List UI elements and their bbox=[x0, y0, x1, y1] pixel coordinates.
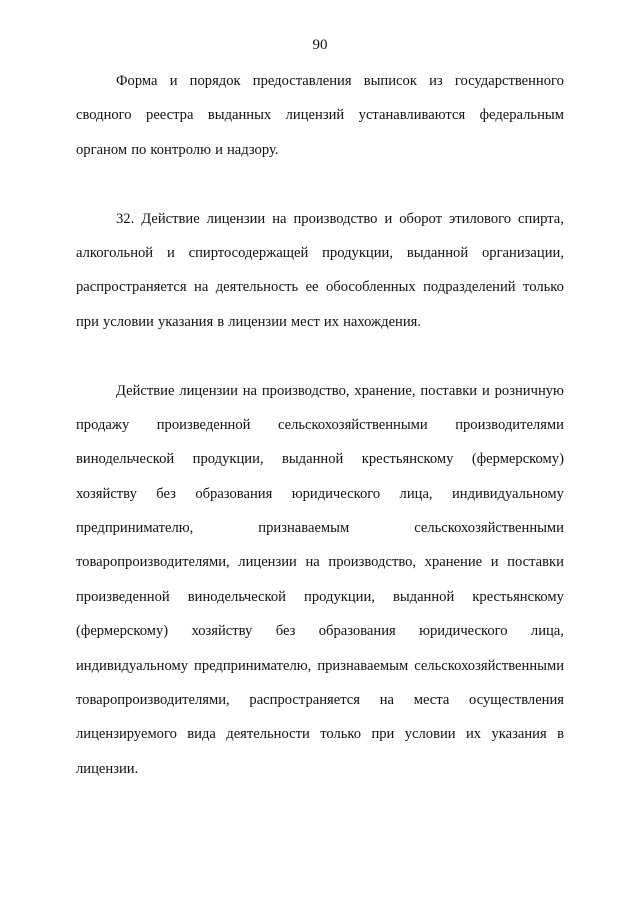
word: и bbox=[490, 554, 499, 571]
word: указания bbox=[157, 313, 214, 330]
word: лицензии bbox=[179, 382, 238, 399]
word: федеральным bbox=[479, 107, 564, 124]
word: производство, bbox=[328, 554, 417, 571]
word: их bbox=[323, 313, 340, 330]
word: поставки bbox=[507, 554, 564, 571]
word: предпринимателю, bbox=[76, 520, 194, 537]
word: сельскохозяйственными bbox=[414, 657, 564, 674]
word: сводного bbox=[76, 107, 132, 124]
text-line bbox=[76, 586, 564, 620]
text-line bbox=[76, 414, 564, 448]
word: без bbox=[156, 485, 176, 502]
text-line bbox=[76, 208, 564, 242]
paragraph bbox=[76, 70, 564, 173]
word: Форма bbox=[116, 73, 158, 89]
word: образования bbox=[318, 623, 396, 640]
word: на bbox=[194, 279, 209, 296]
word: в bbox=[217, 313, 225, 330]
word: лицензии bbox=[206, 210, 266, 227]
word: распространяется bbox=[249, 692, 360, 709]
text-line bbox=[76, 723, 564, 757]
word: хранение bbox=[424, 554, 483, 571]
word: произведенной bbox=[76, 588, 170, 605]
word: этилового bbox=[449, 210, 512, 227]
word: 32. bbox=[116, 210, 135, 227]
word: винодельческой bbox=[187, 588, 286, 605]
word: Действие bbox=[116, 382, 175, 399]
word: реестра bbox=[146, 107, 194, 124]
word: органом bbox=[76, 141, 128, 158]
word: лицензий bbox=[285, 107, 345, 124]
word: (фермерскому) bbox=[76, 623, 169, 640]
word: лицензии. bbox=[76, 760, 139, 777]
word: производство, bbox=[261, 382, 350, 399]
text-line bbox=[76, 139, 564, 173]
word: обособленных bbox=[325, 279, 416, 296]
word: их bbox=[465, 726, 482, 743]
word: деятельность bbox=[215, 279, 299, 296]
word: без bbox=[275, 623, 296, 640]
word: продукции, bbox=[192, 451, 264, 468]
word: условии bbox=[404, 726, 456, 743]
word: и bbox=[166, 244, 175, 261]
word: организации, bbox=[481, 244, 564, 261]
word: лица, bbox=[530, 623, 564, 640]
word: условии bbox=[103, 313, 154, 330]
word: юридического bbox=[291, 485, 381, 502]
word: лицензии bbox=[228, 313, 287, 330]
word: и bbox=[215, 141, 223, 158]
word: произведенной bbox=[156, 416, 251, 433]
word: хозяйству bbox=[191, 623, 253, 640]
word: вида bbox=[187, 726, 216, 743]
text-line bbox=[76, 70, 564, 104]
word: выданных bbox=[207, 107, 272, 124]
word: на bbox=[242, 382, 258, 399]
text-line bbox=[76, 620, 564, 654]
word: указания bbox=[491, 726, 547, 743]
word: спирта, bbox=[518, 210, 564, 227]
body-text bbox=[76, 70, 564, 792]
word: лицензируемого bbox=[76, 726, 177, 743]
word: признаваемым bbox=[317, 657, 409, 674]
word: на bbox=[305, 554, 320, 571]
text-line bbox=[76, 483, 564, 517]
paragraph-gap bbox=[76, 345, 564, 379]
word: только bbox=[523, 279, 564, 296]
word: продажу bbox=[76, 416, 130, 433]
text-line bbox=[76, 551, 564, 585]
word: в bbox=[557, 726, 564, 743]
word: поставки bbox=[420, 382, 478, 399]
word: деятельности bbox=[226, 726, 310, 743]
word: предоставления bbox=[252, 73, 352, 89]
word: (фермерскому) bbox=[471, 451, 564, 468]
word: контролю bbox=[150, 141, 211, 158]
word: индивидуальному bbox=[76, 657, 188, 674]
word: надзору. bbox=[226, 141, 279, 158]
word: выданной bbox=[406, 244, 469, 261]
word: хранение, bbox=[354, 382, 416, 399]
word: выданной bbox=[392, 588, 455, 605]
word: предпринимателю, bbox=[194, 657, 312, 674]
text-line bbox=[76, 276, 564, 310]
paragraph bbox=[76, 380, 564, 793]
text-line bbox=[76, 448, 564, 482]
word: ее bbox=[305, 279, 319, 296]
text-line bbox=[76, 517, 564, 551]
word: по bbox=[131, 141, 147, 158]
word: нахождения. bbox=[343, 313, 422, 330]
word: признаваемым bbox=[258, 520, 350, 537]
word: распространяется bbox=[76, 279, 187, 296]
word: индивидуальному bbox=[451, 485, 564, 502]
word: крестьянскому bbox=[472, 588, 564, 605]
word: товаропроизводителями, bbox=[76, 692, 230, 709]
word: на bbox=[272, 210, 287, 227]
word: при bbox=[371, 726, 395, 743]
word: спиртосодержащей bbox=[188, 244, 309, 261]
word: и bbox=[481, 382, 490, 399]
word: товаропроизводителями, bbox=[76, 554, 230, 571]
word: хозяйству bbox=[76, 485, 137, 502]
word: продукции, bbox=[304, 588, 375, 605]
word: крестьянскому bbox=[361, 451, 454, 468]
word: производство bbox=[293, 210, 378, 227]
word: при bbox=[76, 313, 99, 330]
word: устанавливаются bbox=[358, 107, 466, 124]
word: порядок bbox=[189, 73, 241, 89]
word: и bbox=[384, 210, 393, 227]
word: лица, bbox=[399, 485, 433, 502]
word: розничную bbox=[494, 382, 564, 399]
word: мест bbox=[290, 313, 320, 330]
page-number: 90 bbox=[312, 37, 328, 53]
word: выписок bbox=[363, 73, 417, 89]
text-line bbox=[76, 104, 564, 138]
word: алкогольной bbox=[76, 244, 154, 261]
word: образования bbox=[195, 485, 273, 502]
word: подразделений bbox=[423, 279, 516, 296]
word: продукции, bbox=[322, 244, 393, 261]
word: на bbox=[379, 692, 394, 709]
text-line bbox=[76, 655, 564, 689]
text-line bbox=[76, 242, 564, 276]
word: выданной bbox=[281, 451, 344, 468]
word: только bbox=[320, 726, 362, 743]
word: лицензии bbox=[238, 554, 297, 571]
word: оборот bbox=[399, 210, 443, 227]
word: производителями bbox=[455, 416, 564, 433]
word: места bbox=[413, 692, 450, 709]
word: из bbox=[429, 73, 443, 89]
word: государственного bbox=[454, 73, 564, 89]
word: Действие bbox=[141, 210, 200, 227]
paragraph-gap bbox=[76, 173, 564, 207]
word: и bbox=[169, 73, 178, 89]
text-line bbox=[76, 380, 564, 414]
word: осуществления bbox=[469, 692, 564, 709]
paragraph bbox=[76, 208, 564, 346]
text-line bbox=[76, 689, 564, 723]
text-line bbox=[76, 758, 564, 792]
word: юридического bbox=[419, 623, 508, 640]
word: винодельческой bbox=[76, 451, 175, 468]
word: сельскохозяйственными bbox=[414, 520, 564, 537]
word: сельскохозяйственными bbox=[277, 416, 428, 433]
text-line bbox=[76, 311, 564, 345]
